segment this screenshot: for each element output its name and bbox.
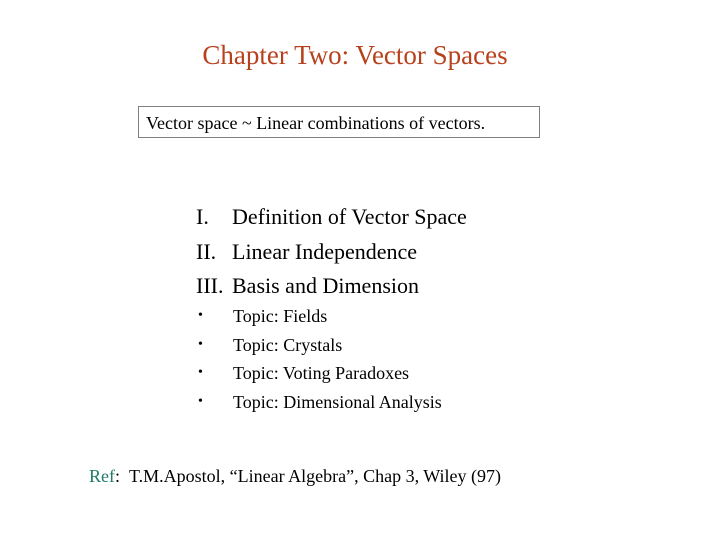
outline-text: Definition of Vector Space [232, 204, 467, 229]
topic-item [198, 331, 442, 360]
reference-text: T.M.Apostol, “Linear Algebra”, Chap 3, Wiley (97) [129, 466, 502, 486]
outline-item [196, 235, 467, 270]
outline-numeral: II. [196, 238, 217, 264]
outline-item [196, 269, 467, 304]
topic-text: Topic: Fields [233, 306, 328, 326]
bullet-icon: • [198, 308, 203, 323]
reference-separator: : [115, 466, 121, 486]
topic-item [198, 388, 442, 417]
topic-item [198, 359, 442, 388]
topic-list [198, 302, 442, 417]
topic-text: Topic: Voting Paradoxes [233, 363, 410, 384]
topic-item [198, 302, 442, 331]
slide-title: Chapter Two: Vector Spaces [202, 40, 508, 70]
reference-label: Ref [89, 466, 115, 486]
topic-text: Topic: Dimensional Analysis [233, 392, 442, 413]
outline-numeral: I. [196, 204, 209, 229]
bullet-icon: • [198, 365, 203, 381]
reference-line [89, 466, 501, 487]
summary-box: Vector space ~ Linear combinations of vectors. [138, 106, 540, 138]
bullet-icon: • [198, 394, 203, 410]
topic-text: Topic: Crystals [233, 334, 343, 355]
outline-item [196, 200, 467, 235]
outline-text: Linear Independence [232, 238, 418, 264]
outline-text: Basis and Dimension [232, 273, 419, 298]
outline-numeral: III. [196, 273, 224, 298]
bullet-icon: • [198, 336, 203, 352]
chapter-outline [196, 200, 467, 304]
